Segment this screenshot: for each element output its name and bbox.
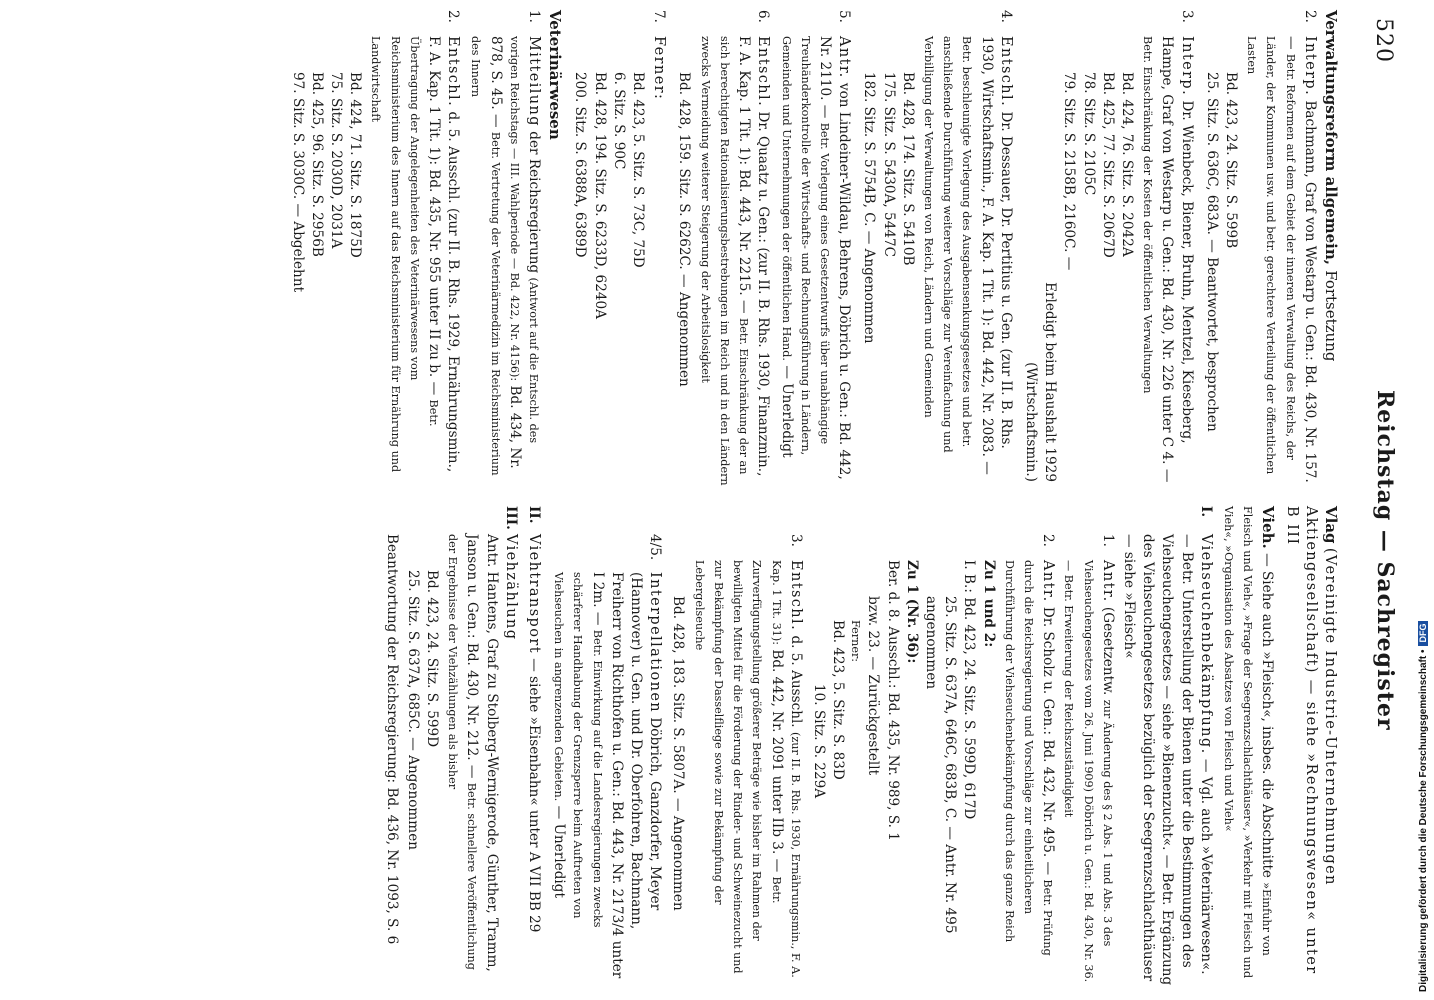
section-heading <box>545 10 564 488</box>
entry-text: Bd. 442, Nr. 2091 unter IIb 3. — <box>768 649 785 873</box>
entry-number: 4. <box>997 10 1014 23</box>
ref-line: bzw. 23. — Zurückgestellt <box>865 596 882 776</box>
entry-number: 7. <box>651 10 668 23</box>
entry-text: Dr. Quaatz u. Gen.: (zur II. B. Rhs. 1930, Finanzmin., F. A. Kap. 1 Tit. 1): Bd. 443, Nr. 2215. — <box>736 36 772 477</box>
entry-lead: Entschl. <box>787 560 804 632</box>
ref-line: 25. Sitz. S. 636C, 683A. — Beantwortet, besprochen <box>1203 72 1220 432</box>
ref-line: 97. Sitz. S. 3030C. — Abgelehnt <box>289 72 306 293</box>
entry-number: 2. <box>1301 10 1318 23</box>
subsection-text: — siehe »Eisenbahn« unter A VII BB 29 <box>526 658 543 933</box>
subsection-number: II. <box>526 506 543 524</box>
subsection-text: — Vgl. auch »Veterinärwesen«. — Betr. Unterstellung der Bienen unter die Bestimmungen des Viehseuchengesetzes — siehe »Bienenzucht«. — Betr. Ergänzung des Viehseuchengesetzes bezüglich der Seegrenzschlachthäuser — siehe »Fleisch« <box>1120 534 1214 986</box>
entry-refs <box>403 534 441 986</box>
entry-text: der Reichsregierung <box>526 131 543 274</box>
entry-lead: Interp. <box>1301 36 1318 97</box>
subsection <box>381 506 519 986</box>
entry-note: (zur II. B. Rhs. 1930, Ernährungsmin., F. A. Kap. 1 Tit. 31): <box>769 560 802 978</box>
ref-line: Bd. 425, 77. Sitz. S. 2067D <box>1099 72 1116 258</box>
entry-note: Betr. Vorlegung eines Gesetzentwurfs über unabhängige Treuhänderkontrolle der Wirtschafts- und Rechnungsführung in Ländern, Gemeinden und Unternehmungen der öffentlichen Hand. <box>779 36 831 456</box>
ref-line: Bd. 425, 96. Sitz. S. 2956B <box>308 72 325 257</box>
ref-group-label: Zu 1 (Nr. 36): <box>903 560 920 664</box>
entry-lead: Entschl. <box>997 36 1014 108</box>
entry-outcome: — Unerledigt <box>778 365 795 458</box>
ref-line: 25. Sitz. S. 637A, 646C, 683B, C. — Antr. Nr. 495 angenommen <box>922 596 959 934</box>
ref-line: Bd. 428, 183. Sitz. S. 5807A. — Angenommen <box>670 596 687 911</box>
ref-line: I. B.: Bd. 423, 24. Sitz. S. 599D, 617D <box>961 560 978 820</box>
entry-lead: Antr. <box>836 36 853 79</box>
entry-number: 3. <box>1178 10 1195 23</box>
dfg-logo: DFG <box>1418 621 1428 646</box>
entry-text: — Siehe auch »Fleisch«, insbes. die Abschnitte <box>1259 553 1276 878</box>
index-entry-vlag <box>1281 506 1340 986</box>
entry-text: (Vereinigte Industrie-Unternehmungen Aktiengesellschaft) — siehe »Rechnungswesen« unter B III <box>1283 506 1338 975</box>
ref-line: Ber. d. 8. Ausschl.: Bd. 435, Nr. 989, S. 1 <box>884 560 901 841</box>
ref-line: Bd. 423, 24. Sitz. S. 599D <box>424 570 441 748</box>
entry-lead: Antr. <box>1040 560 1057 603</box>
entry-heading: Vieh. <box>1259 506 1278 549</box>
right-column <box>377 506 1340 986</box>
ref-line: 25. Sitz. S. 637A, 685C. — Angenommen <box>404 570 421 850</box>
entry-refs <box>287 36 364 488</box>
subsection <box>524 506 543 986</box>
ref-line: 175. Sitz. S. 5430A, 5447C <box>880 72 897 258</box>
entry-note: Betr. Übertragung der Angelegenheiten des Veterinärwesens vom Reichsministerium des Innern auf das Reichsministerium für Ernährung und Landwirtschaft <box>369 36 441 473</box>
left-column <box>281 10 1340 488</box>
page-number: 520 <box>1371 18 1396 63</box>
subsection-lead: Viehtransport <box>526 534 543 654</box>
entry <box>857 10 1015 488</box>
outcome-note: (Wirtschaftsmin.) <box>1022 362 1039 482</box>
entry-heading: Vlag <box>1322 506 1340 544</box>
entry-number: 3. <box>787 534 804 547</box>
entry-lead: Antr. <box>1099 560 1116 603</box>
entry <box>672 10 772 488</box>
ref-line: Bd. 423, 5. Sitz. S. 83D <box>830 620 847 780</box>
entry-note: (Antwort auf die Entschl. des vorigen Reichstags — III. Wahlperiode — Bd. 422, Nr. 4156): <box>507 36 541 444</box>
ref-line: Bd. 428, 159. Sitz. S. 6262C. — Angenommen <box>676 72 693 387</box>
entry-lead: Ferner: <box>651 36 668 101</box>
entry-note: Betr. Einwirkung auf die Landesregierungen zwecks schärferer Handhabung der Grenzsperre beim Auftreten von Viehseuchen in angrenzenden Gebieten. <box>552 572 604 928</box>
credit-text: Digitalisierung gefördert durch die Deutsche Forschungsgemeinschaft • <box>1418 649 1429 992</box>
entry-text: Beantwortung der Reichsregierung: Bd. 436, Nr. 1093, S. 6 <box>383 534 400 945</box>
page-header <box>1350 10 1410 990</box>
subsection <box>547 506 1215 986</box>
ref-line: 75. Sitz. S. 2030D, 2031A <box>328 72 345 249</box>
entry <box>549 534 664 986</box>
entry <box>1059 534 1117 986</box>
entry-lead: Entschl. <box>755 36 772 108</box>
ref-line: 10. Sitz. S. 229A <box>810 684 827 799</box>
entry-text: Bachmann, Graf von Westarp u. Gen.: Bd. 430, Nr. 157. — <box>1282 36 1318 483</box>
ref-line: 200. Sitz. S. 6388A, 6389D <box>572 72 589 258</box>
entry-refs <box>1202 36 1240 488</box>
entry-refs <box>570 36 647 488</box>
ref-line: Bd. 428, 194. Sitz. S. 6233D, 6240A <box>591 72 608 319</box>
entry <box>1200 10 1319 488</box>
entry-number: 4/5. <box>647 534 664 561</box>
section-title: Veterinärwesen <box>546 10 565 140</box>
entry-text: (Gesetzentw. <box>1099 606 1116 696</box>
entry-note: Betr. Vertretung der Veterinärmedizin im Reichsministerium des Innern <box>469 36 502 476</box>
entry-number: 2. <box>1040 534 1057 547</box>
entry-text: d. 5. Ausschl. (zur II. B. Rhs. 1929, Ernährungsmin., F. A. Kap. 1 Tit. 1): Bd. 435, Nr. 955 unter II zu b. — <box>426 36 462 473</box>
entry-text: d. 5. Ausschl. <box>787 635 804 728</box>
ref-line: Bd. 424, 71. Sitz. S. 1875D <box>347 72 364 258</box>
ref-group-label: Zu 1 und 2: <box>980 560 997 648</box>
entry-text: Bd. 434, Nr. 878, S. 45. — <box>487 36 523 469</box>
section-continuation: Fortsetzung <box>1322 270 1340 362</box>
ref-line: Bd. 423, 24. Sitz. S. 599B <box>1222 72 1239 249</box>
digitization-credit <box>1418 8 1430 992</box>
outcome: Erledigt beim Haushalt 1929 <box>1042 282 1059 482</box>
entry-note: Betr. Einschränkung der an sich berechtigten Rationalisierungsbestrebungen im Reich und in den Ländern zwecks Vermeidung weiterer Steigerung der Arbeitslosigkeit <box>698 36 751 486</box>
entry-outcome: — Unerledigt <box>551 805 568 898</box>
ref-line: Bd. 424, 76. Sitz. S. 2042A <box>1118 72 1135 257</box>
entry <box>666 534 804 986</box>
entry-note: Betr. schnellere Veröffentlichung der Ergebnisse der Viehzählungen als bisher <box>446 534 479 970</box>
entry-refs <box>674 36 693 488</box>
entry-number: 1. <box>1099 534 1116 547</box>
entry-refs <box>1021 36 1136 488</box>
entry-note: zur Änderung des § 2 Abs. 1 und Abs. 3 des Viehseuchengesetzes vom 26. Juni 1909) Döbrich u. Gen.: Bd. 430, Nr. 36. — Betr. Erweiterung der Reichszuständigkeit <box>1062 560 1114 983</box>
ref-line: 6. Sitz. S. 90C <box>610 72 627 170</box>
entry-refs <box>809 560 998 986</box>
subsection-lead: Viehseuchenbekämpfung. <box>1197 534 1214 755</box>
entry <box>1019 10 1196 488</box>
subsection-number: III. <box>502 506 519 530</box>
subsection-number: I. <box>1197 506 1214 518</box>
entry-note: Betr. Reformen auf dem Gebiet der inneren Verwaltung des Reichs, der Länder, der Kommunen usw. und betr. gerechtere Verteilung der öffentlichen Lasten <box>1245 36 1297 475</box>
section-title: Verwaltungsreform allgemein, <box>1322 10 1340 265</box>
ref-line: 79. Sitz. S. 2158B, 2160C. — <box>1061 72 1078 271</box>
entry <box>568 10 668 488</box>
entry-number: 6. <box>755 10 772 23</box>
entry-text: Antr. Hantens, Graf zu Stolberg-Wernigerode, Günther, Tramm, Janson u. Gen.: Bd. 430, Nr. 212. — <box>464 534 500 972</box>
subsection-lead: Viehzählung <box>502 534 519 641</box>
entry-lead: Interpellationen <box>647 572 664 714</box>
entry-text: Dr. Scholz u. Gen.: Bd. 432, Nr. 495. — <box>1040 606 1057 876</box>
ref-line: Bd. 423, 5. Sitz. S. 73C, 75D <box>630 72 647 268</box>
ref-line: 78. Sitz. S. 2105C <box>1080 72 1097 196</box>
entry <box>776 10 853 488</box>
ref-group-label: Ferner: <box>849 620 863 663</box>
entry-lead: Interp. <box>1178 36 1195 97</box>
entry-text: von Lindeiner-Wildau, Behrens, Döbrich u. Gen.: Bd. 442, Nr. 2110. — <box>816 36 853 480</box>
entry-lead: Mitteilung <box>526 36 543 127</box>
entry-note: »Einfuhr von Fleisch und Vieh«, »Frage der Seegrenzschlachthäuser«, »Verkehr mit Fleisch und Vieh«, »Organisation des Absatzes von Fleisch und Vieh« <box>1221 506 1274 979</box>
section-heading <box>1321 10 1340 488</box>
entry-note: Betr. Prüfung durch die Reichsregierung und Vorschläge zur einheitlicheren Durchführung der Viehseuchenbekämpfung durch das ganze Reich <box>1002 560 1055 956</box>
entry <box>466 10 543 488</box>
page-title: Reichstag — Sachregister <box>1372 390 1398 731</box>
entry-refs <box>668 560 687 986</box>
entry-refs <box>859 36 917 488</box>
ref-line: Bd. 428, 174. Sitz. S. 5410B <box>899 72 916 266</box>
entry-note: Betr. Zurverfügungstellung größerer Beträge wie bisher im Rahmen der bewilligten Mittel für die Förderung der Rinder- und Schweinezucht und zur Bekämpfung der Dasselfliege sowie zur Bekämpfung der Lebergelseuche <box>692 560 783 974</box>
entry <box>285 10 462 488</box>
index-entry-vieh <box>1219 506 1278 986</box>
entry-note: Betr. beschleunigte Vorlegung des Ausgabensenkungsgesetzes und betr. anschließende Durchführung weiterer Vorschläge zur Vereinfachung und Verbilligung der Verwaltungen von Reich, Ländern und Gemeinden <box>921 36 974 453</box>
ref-line: 182. Sitz. S. 5754B, C. — Angenommen <box>861 72 878 344</box>
entry-text: Döbrich, Ganzdorfer, Meyer (Hannover) u. Gen. und Dr. Oberfohren, Bachmann, Freiherr von Richthofen u. Gen.: Bd. 443, Nr. 2173/4 unter I 2m. — <box>589 572 664 979</box>
entry-number: 1. <box>526 10 543 23</box>
entry-note: Betr. Einschränkung der Kosten der öffentlichen Verwaltungen <box>1141 36 1155 394</box>
entry-text: Dr. Wienbeck, Biener, Bruhn, Mentzel, Kieseberg, Hampe, Graf von Westarp u. Gen.: Bd. 430, Nr. 226 unter C 4. — <box>1159 36 1195 483</box>
entry-number: 5. <box>836 10 853 23</box>
entry <box>807 534 1057 986</box>
entry-lead: Entschl. <box>445 36 462 108</box>
rotated-page <box>100 10 1410 990</box>
entry-text: Dr. Dessauer, Dr. Pertitius u. Gen. (zur II. B. Rhs. 1930, Wirtschaftsmin., F. A. Kap. 1 Tit. 1): Bd. 442, Nr. 2083. — <box>978 36 1014 475</box>
entry-number: 2. <box>445 10 462 23</box>
